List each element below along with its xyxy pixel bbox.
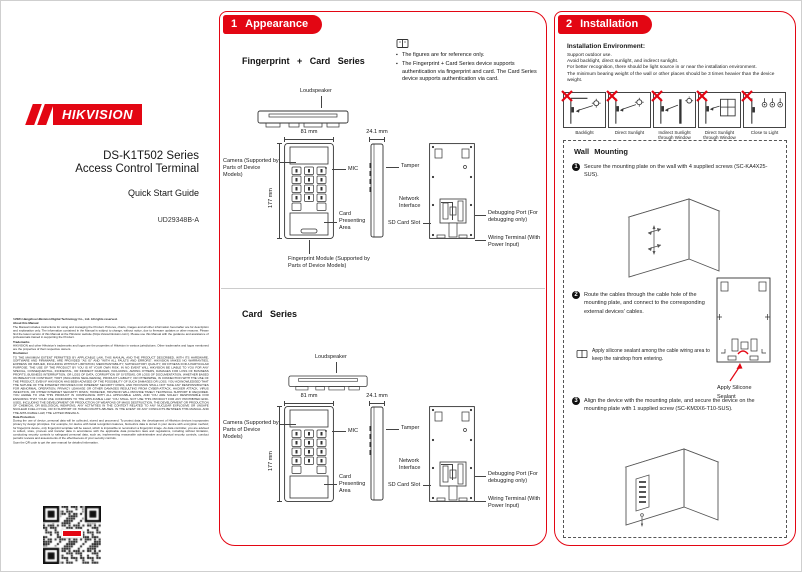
- sd-card-slot-label: SD Card Slot: [388, 220, 421, 226]
- mounting-step-2: [572, 291, 720, 316]
- data-protection-body: During the use of device, personal data will be collected, stored and processed. To protect data, the development of Hikvision devices incorporates privacy by design principles. For example, for device with facial recognition features, biometrics data is stored in your device with encryption method; for fingerprint device, only fingerprint template will be saved, which is impossible to reconstruct a fingerprint image. As data controller, you are advised to collect, store, process and transfer data in accordance with the applicable data protection laws and regulations, including without limitation, conducting security controls to safeguard personal data, such as, implementing reasonable administrative and physical security controls, conduct periodic reviews and assessments of the effectiveness of your security controls.: [13, 419, 209, 440]
- card-presenting-area-label: Card Presenting Area: [339, 474, 366, 495]
- step-number-badge: 1: [572, 163, 580, 171]
- about-manual-body: The Manual includes instructions for using and managing the Product. Pictures, charts, images and all other information hereinafter are for description and explanation only. The information contained in the Manual is subject to change, without notice, due to firmware updates or other reasons. Please find the latest version of this Manual at the Hikvision website (https://www.hikvision.com/). Please use this Manual with the guidance and assistance of professionals trained in supporting the Product.: [13, 325, 209, 340]
- fingerprint-module-label: Fingerprint Module (Supported by Parts of Device Models): [288, 256, 370, 270]
- red-x-icon: [696, 90, 708, 102]
- env-warning-close-to-light: [743, 92, 786, 141]
- hikvision-logo: [29, 104, 142, 125]
- section-number: 1: [231, 18, 238, 30]
- device-front-view-fingerprint: [284, 143, 334, 239]
- mounting-step-3: [572, 397, 778, 414]
- env-warning-direct-window: [698, 92, 741, 141]
- device-back-view-fingerprint: [429, 143, 475, 239]
- sealant-pointer-arrow: [724, 363, 746, 383]
- camera-label: Camera (Supported by Parts of Device Models): [223, 420, 279, 441]
- env-line: Avoid backlight, direct sunlight, and indirect sunlight.: [567, 59, 679, 65]
- legal-text-block: [13, 318, 209, 500]
- manual-note-icon: [576, 349, 588, 359]
- tamper-label: Tamper: [401, 163, 420, 169]
- height-dimension: 177 mm: [268, 188, 274, 208]
- step-text: Align the device with the mounting plate, and secure the device on the mounting plate with 1 supplied screw (SC-KM3X6-T10-SUS).: [584, 398, 755, 413]
- step-text: Route the cables through the cable hole of the mounting plate, and connect to the corresponding external devices' cables.: [584, 292, 705, 315]
- appearance-panel: [219, 11, 547, 546]
- device-front-view-card: [284, 406, 334, 502]
- section-title: Installation: [580, 18, 639, 30]
- silicone-sealant-note: Apply silicone sealant among the cable wiring area to keep the raindrop from entering.: [592, 348, 710, 362]
- product-title-line1: DS-K1T502 Series: [103, 150, 199, 162]
- wiring-terminal-label: Wiring Terminal (With Power Input): [488, 235, 541, 249]
- manual-note-icon: [396, 38, 409, 49]
- red-x-icon: [561, 90, 573, 102]
- device-top-view: [257, 108, 349, 130]
- mounting-step-1: [572, 163, 774, 180]
- env-warning-label: Backlight: [575, 130, 594, 135]
- trademarks-body: HIKVISION and other Hikvision's trademarks and logos are the properties of Hikvision in various jurisdictions. Other trademarks and logos mentioned are the properties of their respective owners.: [13, 344, 209, 351]
- section-1-header: [223, 15, 322, 34]
- installation-panel: [554, 11, 796, 546]
- device-side-view: [369, 406, 385, 501]
- loudspeaker-label: Loudspeaker: [315, 354, 347, 360]
- wiring-terminal-label: Wiring Terminal (With Power Input): [488, 496, 541, 510]
- apply-silicone-sealant-label: Apply Silicone Sealant: [717, 385, 752, 400]
- red-x-icon: [606, 90, 618, 102]
- loudspeaker-label: Loudspeaker: [300, 88, 332, 94]
- environment-guidelines: [567, 53, 783, 84]
- fingerprint-card-series-title: Fingerprint + Card Series: [242, 56, 365, 66]
- data-protection-title: Data Protection: [13, 415, 35, 419]
- device-mounting-diagram: [606, 439, 736, 531]
- mic-label: MIC: [348, 428, 359, 434]
- tamper-label: Tamper: [401, 425, 420, 431]
- about-manual-title: About this Manual: [13, 321, 39, 325]
- step-number-badge: 2: [572, 291, 580, 299]
- installation-environment-title: Installation Environment:: [567, 43, 646, 50]
- note-item: ▪ The figures are for reference only.: [396, 52, 548, 59]
- section-number: 2: [566, 18, 573, 30]
- depth-dimension: 24.1 mm: [366, 393, 388, 399]
- wall-mounting-title: Wall Mounting: [574, 147, 628, 156]
- step-text: Secure the mounting plate on the wall with 4 supplied screws (SC-KA4X25-SUS).: [584, 164, 768, 179]
- qr-center-logo: [61, 529, 83, 538]
- mic-label: MIC: [348, 166, 359, 172]
- env-warning-label: Close to Light: [750, 130, 779, 135]
- red-x-icon: [651, 90, 663, 102]
- mounting-plate-wall-diagram: [614, 187, 734, 283]
- environment-warning-icons: [563, 92, 786, 141]
- red-x-icon: [741, 90, 753, 102]
- section-title: Appearance: [245, 18, 309, 30]
- scan-qr-line: Scan the QR code to get the user manual for detailed information.: [13, 441, 99, 445]
- disclaimer-body: TO THE MAXIMUM EXTENT PERMITTED BY APPLICABLE LAW, THIS MANUAL AND THE PRODUCT DESCRIBED, WITH ITS HARDWARE, SOFTWARE AND FIRMWARE, ARE PROVIDED "AS IS" AND "WITH ALL FAULTS AND ERRORS". HIKVISION MAKES NO WARRANTIES, EXPRESS OR IMPLIED, INCLUDING WITHOUT LIMITATION, MERCHANTABILITY, SATISFACTORY QUALITY, OR FITNESS FOR A PARTICULAR PURPOSE. THE USE OF THE PRODUCT BY YOU IS AT YOUR OWN RISK. IN NO EVENT WILL HIKVISION BE LIABLE TO YOU FOR ANY SPECIAL, CONSEQUENTIAL, INCIDENTAL, OR INDIRECT DAMAGES, INCLUDING, AMONG OTHERS, DAMAGES FOR LOSS OF BUSINESS PROFITS, BUSINESS INTERRUPTION, OR LOSS OF DATA, CORRUPTION OF SYSTEMS, OR LOSS OF DOCUMENTATION, WHETHER BASED ON BREACH OF CONTRACT, TORT (INCLUDING NEGLIGENCE), PRODUCT LIABILITY, OR OTHERWISE, IN CONNECTION WITH THE USE OF THE PRODUCT, EVEN IF HIKVISION HAS BEEN ADVISED OF THE POSSIBILITY OF SUCH DAMAGES OR LOSS. YOU ACKNOWLEDGED THAT THE NATURE OF THE INTERNET PROVIDES FOR INHERENT SECURITY RISKS, AND HIKVISION SHALL NOT TAKE ANY RESPONSIBILITIES FOR ABNORMAL OPERATION, PRIVACY LEAKAGE OR OTHER DAMAGES RESULTING FROM CYBER-ATTACK, HACKER ATTACK, VIRUS INFECTION, OR OTHER INTERNET SECURITY RISKS; HOWEVER, HIKVISION WILL PROVIDE TIMELY TECHNICAL SUPPORT IF REQUIRED. YOU AGREE TO USE THIS PRODUCT IN COMPLIANCE WITH ALL APPLICABLE LAWS, AND YOU ARE SOLELY RESPONSIBLE FOR ENSURING THAT YOUR USE CONFORMS TO THE APPLICABLE LAW. YOU SHALL NOT USE THIS PRODUCT FOR ANY PROHIBITED END-USES, INCLUDING THE DEVELOPMENT OR PRODUCTION OF WEAPONS OF MASS DESTRUCTION, THE DEVELOPMENT OR PRODUCTION OF CHEMICAL OR BIOLOGICAL WEAPONS, ANY ACTIVITIES IN THE CONTEXT RELATED TO ANY NUCLEAR EXPLOSIVE OR UNSAFE NUCLEAR FUEL-CYCLE, OR IN SUPPORT OF HUMAN RIGHTS ABUSES. IN THE EVENT OF ANY CONFLICTS BETWEEN THIS MANUAL AND THE APPLICABLE LAW, THE LATTER PREVAILS.: [13, 356, 209, 415]
- document-code: UD29348B-A: [157, 217, 199, 224]
- depth-dimension: 24.1 mm: [366, 129, 388, 135]
- disclaimer-title: Disclaimer: [13, 352, 28, 356]
- guide-subtitle: Quick Start Guide: [127, 188, 199, 198]
- step-number-badge: 3: [572, 397, 580, 405]
- env-warning-backlight: [563, 92, 606, 141]
- env-warning-label: Direct Sunlight through Window: [703, 130, 736, 141]
- card-presenting-area-label: Card Presenting Area: [339, 211, 366, 232]
- network-interface-label: Network Interface: [399, 196, 421, 210]
- sd-card-slot-label: SD Card Slot: [388, 482, 421, 488]
- brand-name: HIKVISION: [53, 104, 142, 125]
- qr-logo-mark: [63, 531, 81, 536]
- section-2-header: [558, 15, 652, 34]
- product-title-line2: Access Control Terminal: [75, 163, 199, 175]
- appearance-notes: [396, 52, 548, 86]
- device-top-view: [288, 373, 368, 393]
- width-dimension: 81 mm: [300, 393, 318, 399]
- camera-label: Camera (Supported by Parts of Device Models): [223, 158, 279, 179]
- device-side-view: [369, 143, 385, 238]
- env-warning-label: Indirect Sunlight through Window: [658, 130, 691, 141]
- panel-divider: [221, 288, 545, 289]
- env-warning-indirect-window: [653, 92, 696, 141]
- env-line: The minimum bearing weight of the wall or other places should be 3 times heavier than the device weight.: [567, 71, 775, 83]
- env-line: For better recognition, there should be light source in or near the installation environment.: [567, 65, 757, 71]
- height-dimension: 177 mm: [268, 451, 274, 471]
- device-back-view-card: [429, 406, 475, 502]
- env-line: Support outdoor use.: [567, 53, 612, 58]
- width-dimension: 81 mm: [300, 129, 318, 135]
- env-warning-label: Direct Sunlight: [614, 130, 645, 135]
- card-series-title: Card Series: [242, 309, 298, 319]
- debugging-port-label: Debugging Port (For debugging only): [488, 471, 538, 485]
- network-interface-label: Network Interface: [399, 458, 421, 472]
- copyright-line: ©2021 Hangzhou Hikvision Digital Technology Co., Ltd. All rights reserved.: [13, 318, 118, 321]
- note-item: ▪ The Fingerprint + Card Series device supports authentication via fingerprint and card. The Card Series device supports authentication via card.: [396, 61, 548, 83]
- wall-mounting-section: [563, 140, 787, 538]
- mounting-plate-front-diagram: [716, 277, 771, 363]
- env-warning-direct-sunlight: [608, 92, 651, 141]
- trademarks-title: Trademarks: [13, 340, 30, 344]
- debugging-port-label: Debugging Port (For debugging only): [488, 210, 538, 224]
